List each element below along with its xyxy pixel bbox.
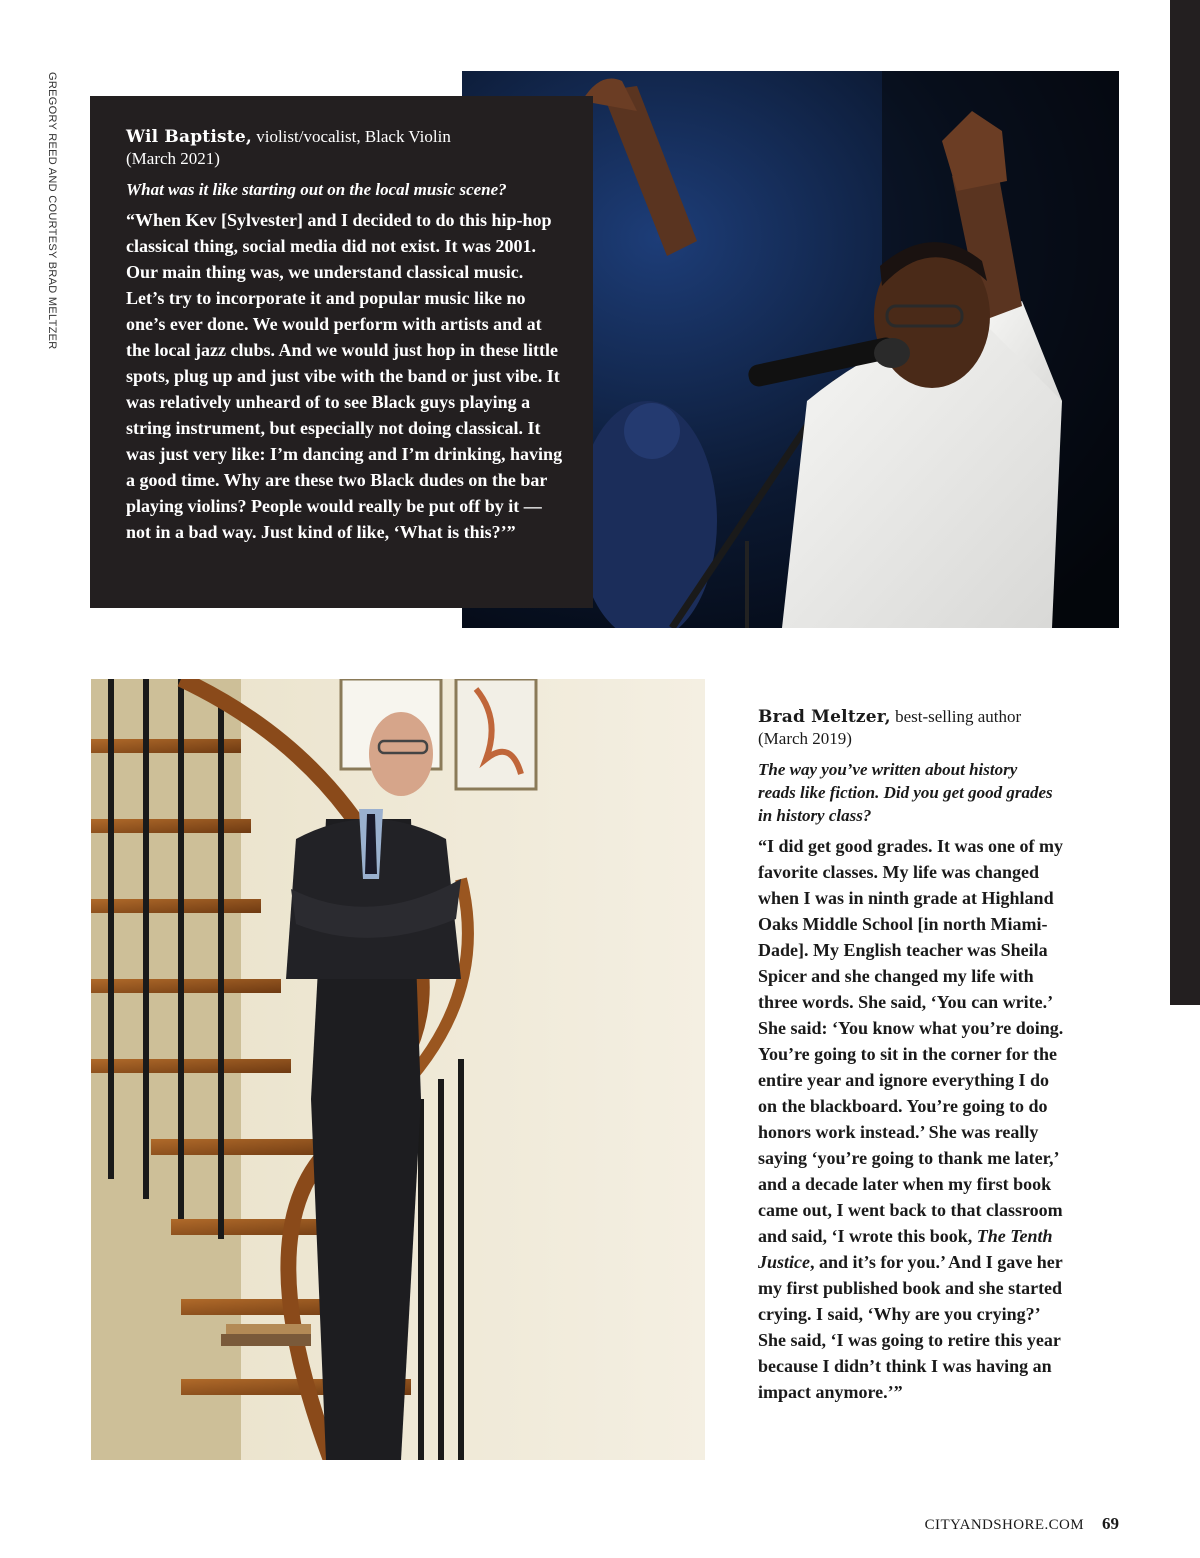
- interview-answer: “When Kev [Sylvester] and I decided to do this hip-hop classical thing, social media did not exist. It was 2001. Our main thing was, we understand classical music. Let’s try to incorporate it and popular music like no one’s ever done. We would perform with artists and at the local jazz clubs. And we would just hop in these little spots, plug up and just vibe with the band or just vibe. It was relatively unheard of to see Black guys playing a string instrument, but especially not doing classical. It was just very like: I’m dancing and I’m drinking, having a good time. Why are these two Black dudes on the bar playing violins? People would really be put off by it — not in a bad way. Just kind of like, ‘What is this?’”: [126, 210, 563, 542]
- interview-answer: [758, 833, 1064, 1405]
- interview-date: (March 2021): [126, 149, 220, 168]
- book-title: The Tenth Justice: [758, 1226, 1053, 1272]
- answer-text-part-2: , and it’s for you.’ And I gave her my first published book and she started crying. I said, ‘Why are you crying?’ She said, ‘I was going to retire this year because I didn’t think I was having an impact anymore.’”: [758, 1252, 1063, 1402]
- author-staircase-photo: [91, 679, 705, 1460]
- interview-column-brad-meltzer: [758, 706, 1070, 1405]
- interview-question: What was it like starting out on the local music scene?: [126, 180, 507, 199]
- page-footer: [0, 1514, 1119, 1534]
- footer-site: CITYANDSHORE.COM: [924, 1517, 1084, 1533]
- answer-text-part-1: “I did get good grades. It was one of my favorite classes. My life was changed when I was in ninth grade at Highland Oaks Middle School [in north Miami-Dade]. My English teacher was Sheila Spicer and she changed my life with three words. She said, ‘You can write.’ She said: ‘You know what you’re doing. You’re going to sit in the corner for the entire year and ignore everything I do on the blackboard. You’re going to do honors work instead.’ She was really saying ‘you’re going to thank me later,’ and a decade later when my first book came out, I went back to that classroom and said, ‘I wrote this book,: [758, 836, 1064, 1246]
- interviewee-line: [126, 126, 559, 170]
- photo-credit: GREGORY REED AND COURTESY BRAD MELTZER: [46, 72, 58, 350]
- interviewee-name: Wil Baptiste,: [126, 127, 252, 147]
- interviewee-role: best-selling author: [895, 707, 1022, 726]
- interviewee-line: [758, 706, 1070, 750]
- interviewee-role: violist/vocalist, Black Violin: [256, 127, 451, 146]
- interview-box-wil-baptiste: [90, 96, 593, 608]
- interview-question: The way you’ve written about history reads like fiction. Did you get good grades in history class?: [758, 760, 1053, 825]
- page-number: 69: [1102, 1514, 1119, 1533]
- page-edge-bar: [1170, 0, 1200, 1005]
- interview-date: (March 2019): [758, 729, 852, 748]
- interviewee-name: Brad Meltzer,: [758, 707, 891, 727]
